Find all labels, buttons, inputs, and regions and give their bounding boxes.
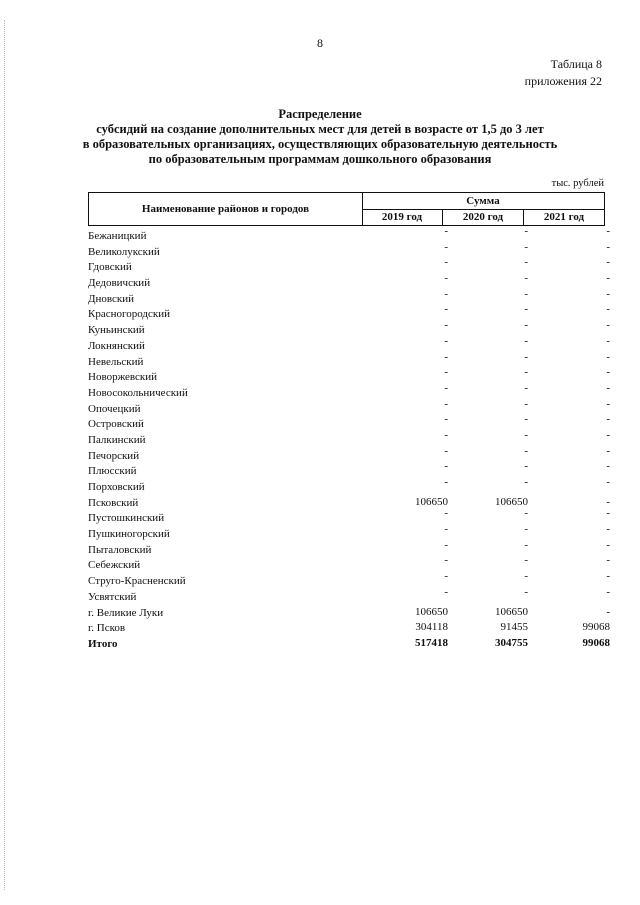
value-2019: -: [444, 366, 448, 379]
value-2021: -: [606, 225, 610, 237]
value-2019: -: [444, 272, 448, 285]
value-2020: 106650: [495, 495, 528, 508]
row-name: г. Псков: [88, 622, 126, 635]
value-2020: -: [524, 256, 528, 269]
value-2020: -: [524, 303, 528, 316]
table-row: [88, 585, 613, 605]
value-2019: 106650: [415, 495, 448, 508]
header-year-2020: 2020 год: [443, 210, 524, 225]
title-line-2: субсидий на создание дополнительных мест для детей в возрасте от 1,5 до 3 лет: [96, 122, 544, 136]
value-2021: -: [606, 334, 610, 347]
header-name-column: Наименование районов и городов: [89, 193, 363, 225]
value-2021: -: [606, 507, 610, 520]
value-2020: -: [524, 523, 528, 536]
row-name: Порховский: [88, 481, 145, 493]
table-number: Таблица 8: [550, 57, 602, 71]
row-name: Гдовский: [88, 261, 132, 274]
value-2020: -: [524, 476, 528, 488]
value-2020: -: [524, 413, 528, 426]
value-2020: 106650: [495, 605, 528, 618]
value-2021: -: [606, 287, 610, 300]
value-2020: -: [524, 507, 528, 520]
value-2019: -: [444, 523, 448, 536]
row-name: Итого: [88, 637, 118, 650]
row-name: г. Великие Луки: [88, 606, 164, 619]
value-2020: -: [524, 397, 528, 410]
value-2020: -: [524, 585, 528, 598]
title-line-1: Распределение: [278, 107, 362, 121]
value-2021: -: [606, 303, 610, 316]
value-2019: -: [444, 476, 448, 488]
row-name: Куньинский: [88, 324, 145, 337]
value-2021: -: [606, 444, 610, 457]
value-2019: -: [444, 319, 448, 332]
value-2021: -: [606, 350, 610, 363]
value-2021: -: [606, 523, 610, 536]
value-2021: -: [606, 476, 610, 488]
value-2021: -: [606, 366, 610, 379]
value-2020: 91455: [500, 621, 528, 634]
value-2019: -: [444, 397, 448, 410]
value-2019: -: [444, 585, 448, 598]
value-2021: -: [606, 272, 610, 285]
value-2020: -: [524, 225, 528, 237]
row-name: Великолукский: [88, 245, 160, 258]
value-2019: -: [444, 538, 448, 551]
document-title: [70, 107, 570, 167]
value-2020: 304755: [495, 636, 528, 649]
value-2019: 304118: [415, 621, 448, 634]
value-2020: -: [524, 538, 528, 551]
value-2020: -: [524, 240, 528, 253]
value-2021: -: [606, 495, 610, 508]
value-2019: -: [444, 444, 448, 457]
value-2019: -: [444, 334, 448, 347]
row-name: Усвятский: [88, 590, 137, 603]
title-line-3: в образовательных организациях, осуществляющих образовательную деятельность: [82, 137, 558, 151]
value-2020: -: [524, 319, 528, 332]
table-reference: [525, 56, 602, 90]
title-line-4: по образовательным программам дошкольного образования: [148, 152, 492, 166]
value-2019: -: [444, 570, 448, 583]
value-2021: -: [606, 397, 610, 410]
row-name: Палкинский: [88, 433, 146, 446]
row-name: Островский: [88, 418, 144, 431]
value-2020: -: [524, 272, 528, 285]
value-2019: -: [444, 381, 448, 394]
value-2021: -: [606, 381, 610, 394]
value-2021: -: [606, 413, 610, 426]
value-2021: -: [606, 256, 610, 269]
page-number: 8: [317, 36, 323, 50]
value-2021: 99068: [582, 621, 610, 634]
value-2020: -: [524, 570, 528, 583]
row-name: Себежский: [88, 559, 141, 572]
table-row: [88, 605, 613, 621]
value-2019: -: [444, 225, 448, 237]
value-2019: -: [444, 428, 448, 441]
header-sum: Сумма: [362, 193, 604, 210]
value-2019: -: [444, 350, 448, 363]
value-2021: -: [606, 585, 610, 598]
scan-edge: [4, 20, 6, 890]
row-name: Плюсский: [88, 465, 137, 478]
table-body: [88, 225, 613, 652]
value-2021: -: [606, 460, 610, 473]
value-2021: -: [606, 428, 610, 441]
value-2019: -: [444, 240, 448, 253]
row-name: Локнянский: [88, 339, 145, 352]
value-2020: -: [524, 444, 528, 457]
value-2019: -: [444, 554, 448, 567]
value-2020: -: [524, 334, 528, 347]
value-2021: -: [606, 240, 610, 253]
value-2021: -: [606, 538, 610, 551]
value-2021: -: [606, 570, 610, 583]
value-2020: -: [524, 428, 528, 441]
unit-label: тыс. рублей: [551, 178, 604, 189]
total-row: [88, 636, 613, 652]
header-year-2021: 2021 год: [543, 211, 585, 223]
header-year-2019: 2019 год: [362, 210, 443, 225]
row-name: Печорский: [88, 449, 140, 462]
value-2021: -: [606, 554, 610, 567]
value-2019: -: [444, 256, 448, 269]
table-row: [88, 620, 613, 636]
table-row: [88, 476, 613, 495]
value-2019: -: [444, 287, 448, 300]
table-header: [88, 192, 605, 226]
value-2020: -: [524, 460, 528, 473]
value-2021: 99068: [582, 636, 610, 649]
row-name: Пушкиногорский: [88, 528, 170, 541]
value-2021: -: [606, 605, 610, 618]
value-2020: -: [524, 350, 528, 363]
row-name: Красногородский: [88, 308, 171, 321]
row-name: Пустошкинский: [88, 512, 165, 525]
value-2020: -: [524, 381, 528, 394]
value-2020: -: [524, 366, 528, 379]
value-2019: -: [444, 460, 448, 473]
row-name: Дедовичский: [88, 277, 151, 290]
row-name: Опочецкий: [88, 402, 141, 415]
row-name: Новоржевский: [88, 371, 158, 384]
appendix-reference: приложения 22: [524, 74, 602, 88]
value-2019: 517418: [415, 636, 448, 649]
value-2021: -: [606, 319, 610, 332]
row-name: Дновский: [88, 292, 135, 305]
value-2019: -: [444, 413, 448, 426]
value-2020: -: [524, 287, 528, 300]
value-2019: -: [444, 507, 448, 520]
row-name: Бежаницкий: [88, 230, 147, 242]
row-name: Новосокольнический: [88, 386, 188, 399]
value-2019: -: [444, 303, 448, 316]
row-name: Псковский: [88, 496, 139, 509]
row-name: Пыталовский: [88, 543, 152, 556]
row-name: Струго-Красненский: [88, 575, 186, 588]
value-2019: 106650: [415, 605, 448, 618]
row-name: Невельский: [88, 355, 144, 368]
value-2020: -: [524, 554, 528, 567]
